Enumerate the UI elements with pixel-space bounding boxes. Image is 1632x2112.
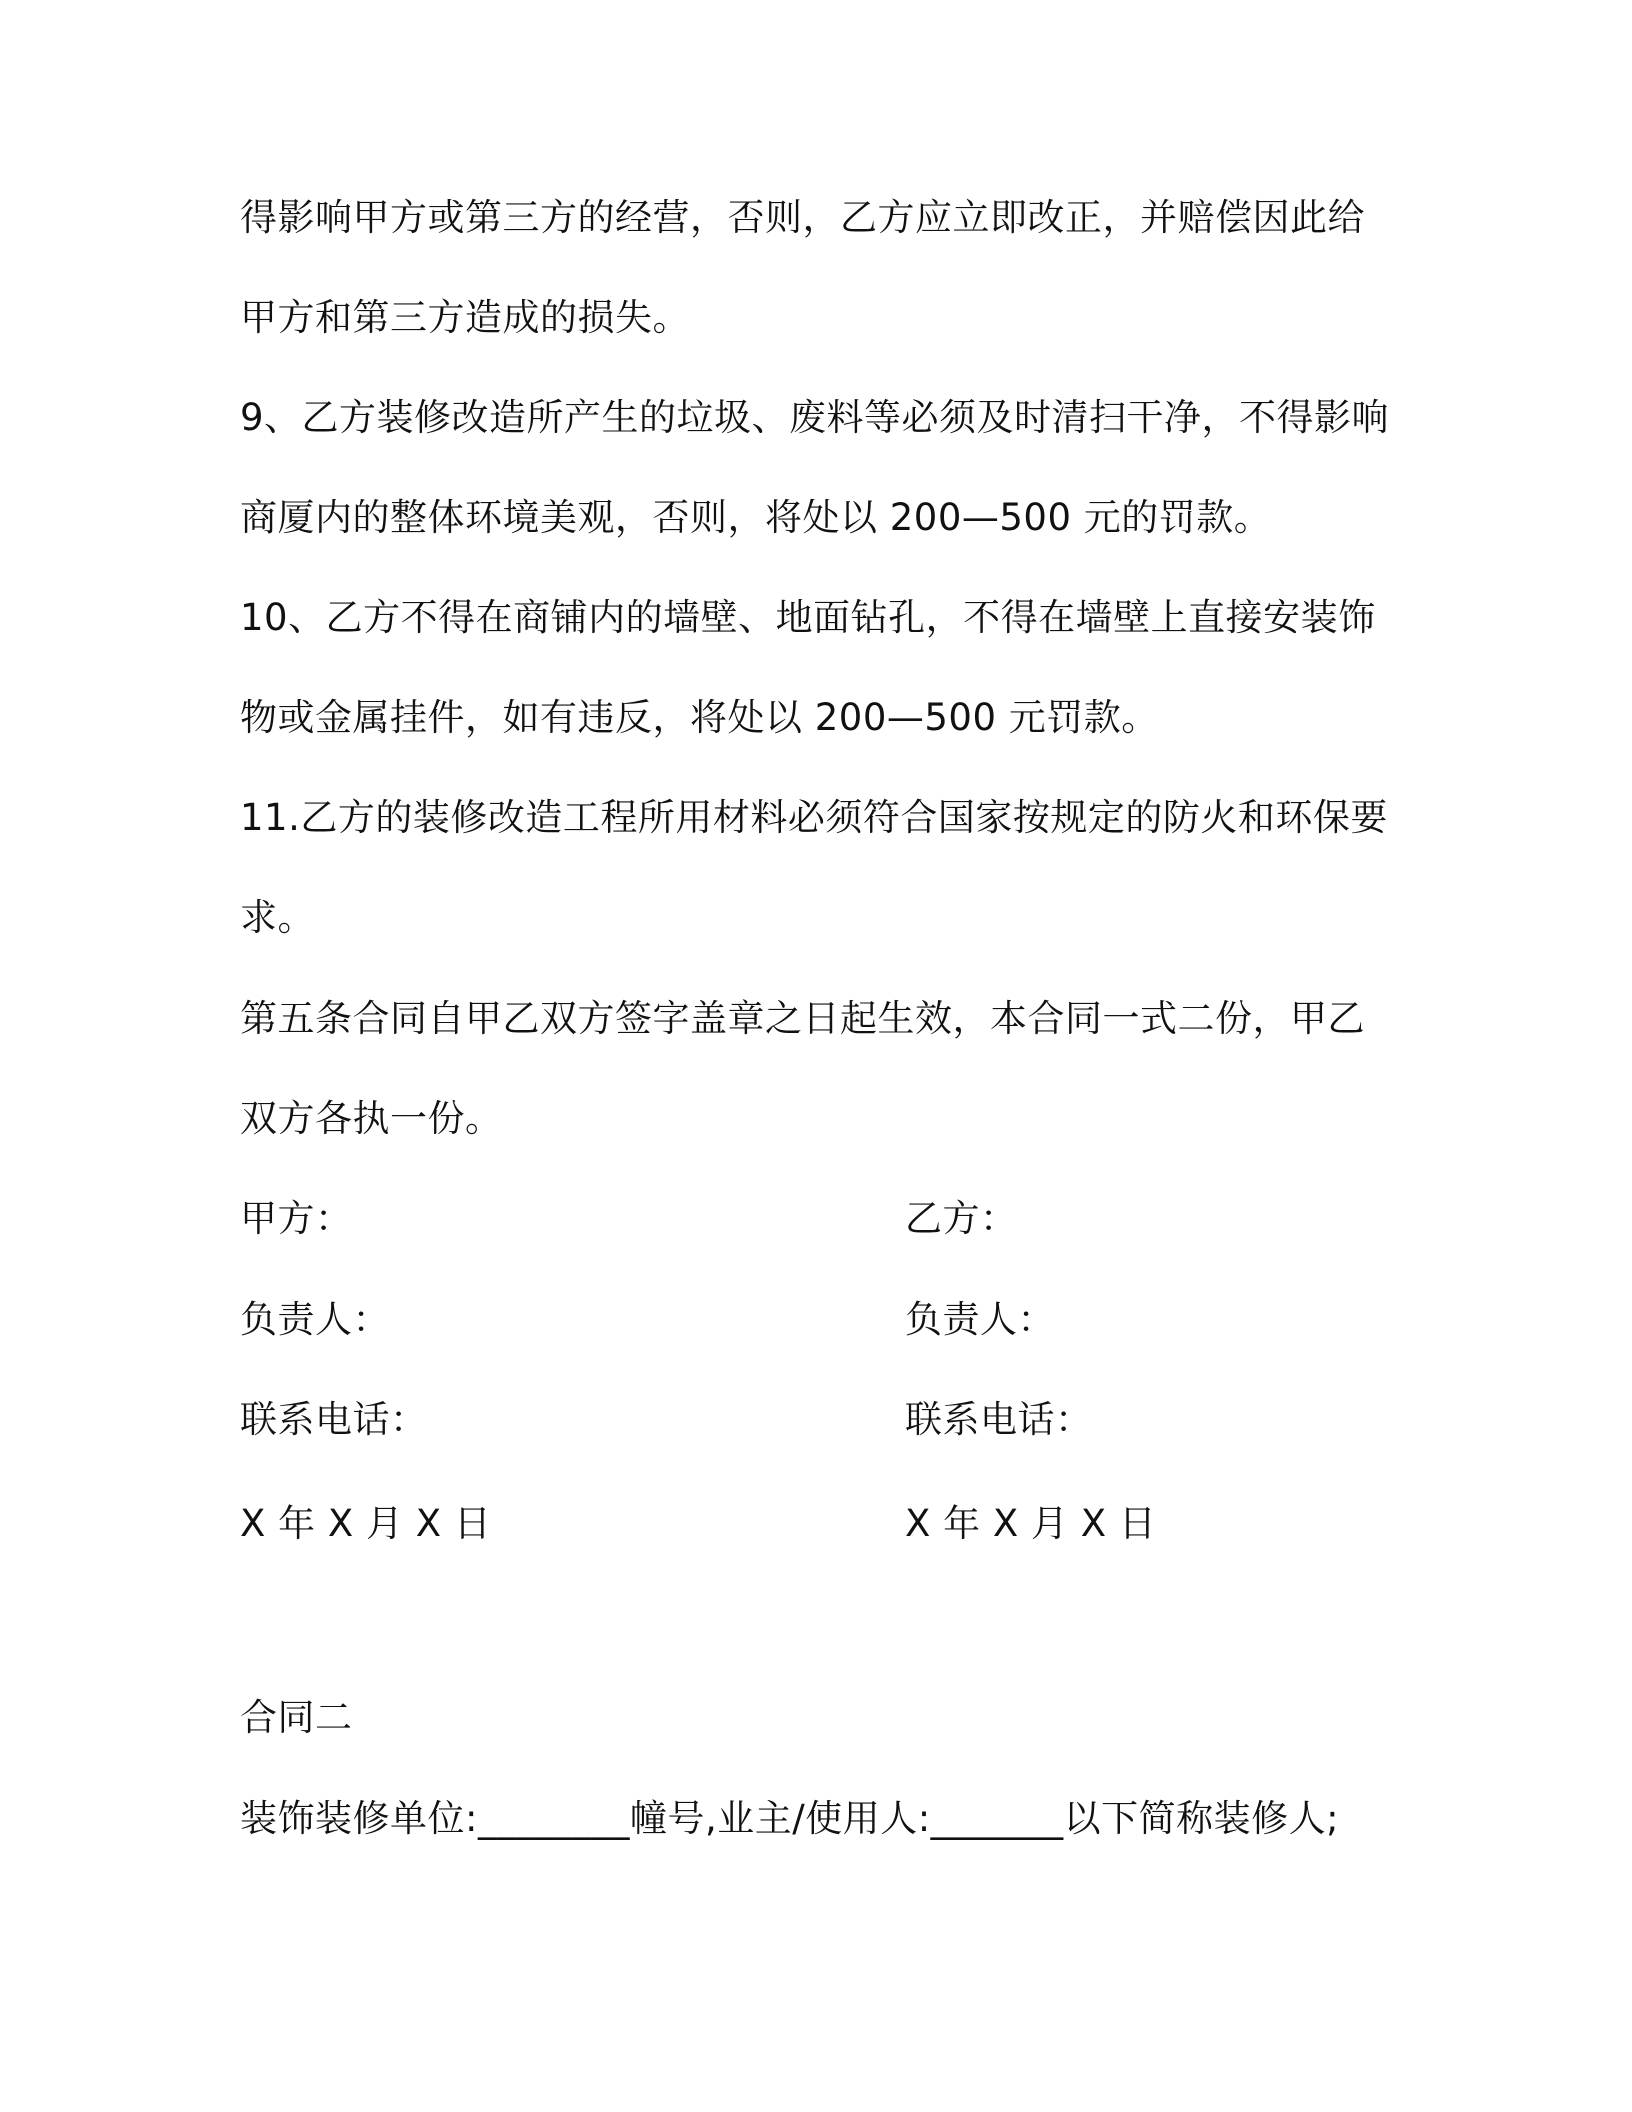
- contract-2-first-line: 装饰装修单位:________幢号,业主/使用人:_______以下简称装修人;: [240, 1797, 1340, 1840]
- clause-9-text-line-1: 9、乙方装修改造所产生的垃圾、废料等必须及时清扫干净，不得影响: [240, 396, 1390, 439]
- clause-9-text-line-2: 商厦内的整体环境美观，否则，将处以 200—500 元的罚款。: [240, 496, 1272, 539]
- article-5-text-line-1: 第五条合同自甲乙双方签字盖章之日起生效，本合同一式二份，甲乙: [240, 997, 1365, 1040]
- clause-11-text-line-1: 11.乙方的装修改造工程所用材料必须符合国家按规定的防火和环保要: [240, 796, 1388, 839]
- party-b-person-label: 负责人：: [905, 1298, 1055, 1341]
- party-a-label: 甲方：: [240, 1197, 353, 1240]
- article-5-text-line-2: 双方各执一份。: [240, 1097, 503, 1140]
- clause-8-text-line-2: 甲方和第三方造成的损失。: [240, 296, 690, 339]
- party-a-phone-label: 联系电话：: [240, 1398, 428, 1441]
- clause-10-text-line-2: 物或金属挂件，如有违反，将处以 200—500 元罚款。: [240, 696, 1159, 739]
- party-a-person-label: 负责人：: [240, 1298, 390, 1341]
- clause-10-text-line-1: 10、乙方不得在商铺内的墙壁、地面钻孔，不得在墙壁上直接安装饰: [240, 596, 1376, 639]
- party-b-date: X 年 X 月 X 日: [905, 1502, 1157, 1545]
- party-b-phone-label: 联系电话：: [905, 1398, 1093, 1441]
- party-a-date: X 年 X 月 X 日: [240, 1502, 492, 1545]
- clause-11-text-line-2: 求。: [240, 896, 315, 939]
- contract-2-heading: 合同二: [240, 1696, 353, 1739]
- clause-8-text-line-1: 得影响甲方或第三方的经营，否则，乙方应立即改正，并赔偿因此给: [240, 196, 1365, 239]
- party-b-label: 乙方：: [905, 1197, 1018, 1240]
